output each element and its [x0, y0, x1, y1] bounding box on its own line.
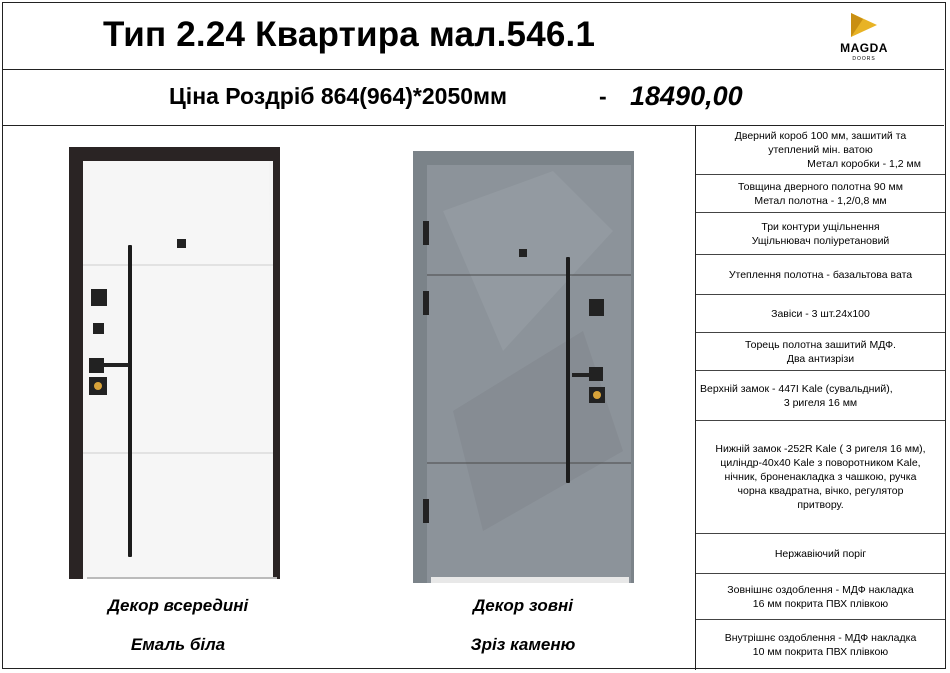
spec-line: Метал полотна - 1,2/0,8 мм	[754, 194, 887, 207]
spec-line: Утеплення полотна - базальтова вата	[728, 268, 913, 281]
door-outside-image	[413, 151, 634, 583]
spec-item	[696, 333, 945, 371]
spec-line: Нержавіючий поріг	[774, 547, 867, 560]
spec-line: Два антизрізи	[786, 352, 855, 365]
page-title: Тип 2.24 Квартира мал.546.1	[103, 15, 596, 54]
spec-item	[696, 295, 945, 333]
spec-line: Нижній замок -252R Kale ( 3 ригеля 16 мм),	[715, 443, 926, 455]
title-row	[3, 3, 944, 70]
logo-word: MAGDA	[840, 41, 888, 55]
spec-line: притвору.	[797, 499, 844, 511]
door-inside-finish: Емаль біла	[130, 635, 226, 654]
spec-line: циліндр-40х40 Kale з поворотником Kale,	[720, 457, 921, 469]
spec-line: Зовнішнє оздоблення - МДФ накладка	[727, 583, 914, 596]
spec-item	[696, 175, 945, 213]
price-row	[3, 69, 944, 126]
spec-item	[696, 620, 945, 670]
logo-sub: DOORS	[852, 56, 876, 62]
spec-line: нічник, броненакладка з чашкою, ручка	[724, 471, 917, 483]
spec-line: утеплений мін. ватою	[768, 143, 873, 156]
spec-line: 16 мм покрита ПВХ плівкою	[752, 597, 889, 610]
spec-item	[696, 255, 945, 295]
spec-line: Три контури ущільнення	[761, 220, 880, 233]
spec-item	[696, 574, 945, 620]
spec-item	[696, 371, 945, 421]
spec-line: чорна квадратна, вічко, регулятор	[737, 485, 904, 497]
spec-item	[696, 534, 945, 574]
spec-line: Метал коробки - 1,2 мм	[807, 157, 921, 170]
logo-mark-icon	[829, 11, 899, 41]
door-outside-title: Декор зовні	[473, 596, 573, 615]
spec-item	[696, 421, 945, 534]
spec-line: Дверний короб 100 мм, зашитий та	[734, 129, 907, 142]
spec-item	[696, 213, 945, 255]
door-inside-image	[69, 147, 280, 579]
spec-line: Товщина дверного полотна 90 мм	[738, 180, 903, 193]
price-label: Ціна Роздріб 864(964)*2050мм	[169, 83, 508, 109]
spec-line: Торець полотна зашитий МДФ.	[745, 338, 896, 351]
spec-item	[696, 125, 945, 175]
brand-logo	[829, 11, 899, 63]
spec-line: Внутрішнє оздоблення - МДФ накладка	[724, 632, 917, 644]
price-dash: -	[599, 83, 607, 109]
spec-line: 10 мм покрита ПВХ плівкою	[752, 646, 889, 658]
spec-line: 3 ригеля 16 мм	[783, 396, 858, 409]
product-sheet	[2, 2, 946, 669]
price-value: 18490,00	[630, 81, 743, 111]
spec-list	[695, 125, 945, 670]
spec-line: Завіси - 3 шт.24х100	[771, 307, 870, 320]
spec-line: Ущільнювач поліуретановий	[751, 234, 890, 247]
door-outside-finish: Зріз каменю	[470, 635, 576, 654]
spec-line: Верхній замок - 447I Kale (сувальдний),	[700, 382, 893, 395]
door-inside-title: Декор всередині	[107, 596, 249, 615]
